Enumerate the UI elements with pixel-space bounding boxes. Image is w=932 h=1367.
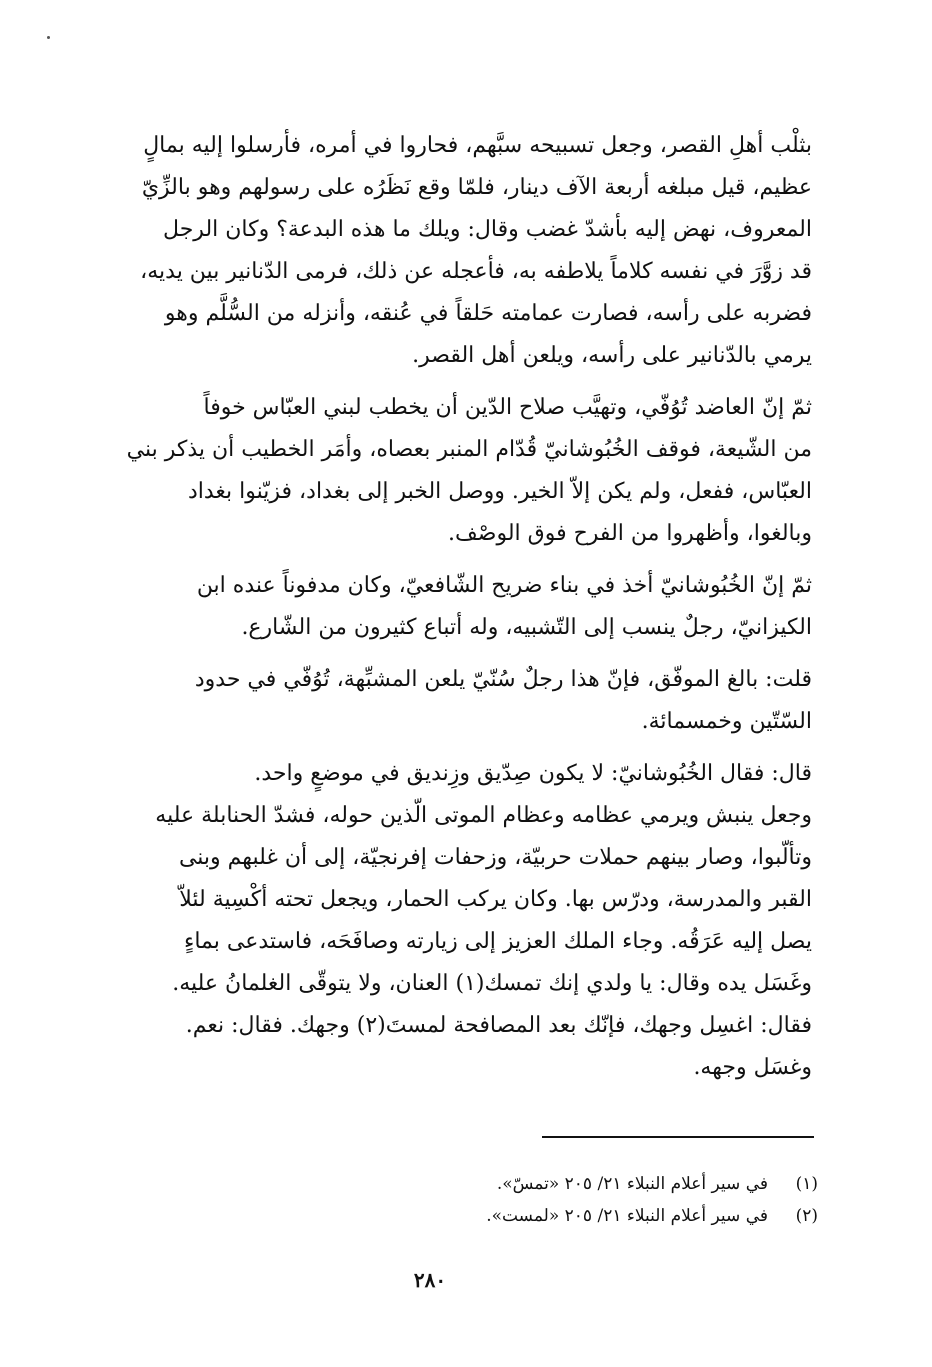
footnote-divider <box>542 1136 814 1138</box>
footnote-1 <box>300 1168 818 1200</box>
text-line: قلت: بالغ الموفّق، فإنّ هذا رجلٌ سُنّيّ يلعن المشبِّهة، تُوُفّي في حدود <box>194 667 812 692</box>
text-line: وجعل ينبش ويرمي عظامه وعظام الموتى الّذين حوله، فشدّ الحنابلة عليه <box>155 803 812 828</box>
page-number: ٢٨٠ <box>413 1268 447 1292</box>
text-line: قال: فقال الخُبُوشانيّ: لا يكون صِدّيق وزِنديق في موضعٍ واحد. <box>254 761 812 786</box>
paragraph-1 <box>100 125 812 377</box>
text-line: العبّاس، ففعل، ولم يكن إلاّ الخير. ووصل الخبر إلى بغداد، فزيّنوا بغداد <box>187 479 812 504</box>
text-line: عظيم، قيل مبلغه أربعة الآف دينار، فلمّا وقع نَظَرُه على رسولهم وهو بالزِّيّ <box>141 175 812 200</box>
footnote-number: (١) <box>795 1174 818 1194</box>
text-line: قد زوَّرَ في نفسه كلاماً يلاطفه به، فأعجله عن ذلك، فرمى الدّنانير بين يديه، <box>140 259 812 284</box>
text-line: يرمي بالدّنانير على رأسه، ويلعن أهل القصر. <box>412 343 812 368</box>
text-line: وغسَل وجهه. <box>693 1055 812 1080</box>
footnote-text: في سير أعلام النبلاء ٢١/ ٢٠٥ «تمسّ». <box>496 1174 768 1194</box>
scan-speck <box>47 36 50 39</box>
text-line: وبالغوا، وأظهروا من الفرح فوق الوصْف. <box>448 521 812 546</box>
text-line: بثلْب أهلِ القصر، وجعل تسبيحه سبَّهم، فحاروا في أمره، فأرسلوا إليه بمالٍ <box>143 133 812 158</box>
text-line: القبر والمدرسة، ودرّس بها. وكان يركب الحمار، ويجعل تحته أكْسِية لئلاّ <box>179 887 812 912</box>
text-line: يصل إليه عَرَقُه. وجاء الملك العزيز إلى زيارته وصافَحَه، فاستدعى بماءٍ <box>183 929 812 954</box>
text-line: ثمّ إنّ العاضد تُوُفّي، وتهيَّب صلاح الدّين أن يخطب لبني العبّاس خوفاً <box>203 395 812 420</box>
footnotes <box>300 1168 818 1232</box>
paragraph-5 <box>100 753 812 1089</box>
paragraph-4 <box>100 659 812 743</box>
text-line: من الشّيعة، فوقف الخُبُوشانيّ قُدّام المنبر بعصاه، وأمَر الخطيب أن يذكر بني <box>126 437 812 462</box>
text-line: فقال: اغسِل وجهك، فإنّك بعد المصافحة لمستَ(٢) وجهك. فقال: نعم. <box>185 1013 812 1038</box>
text-line: فضربه على رأسه، فصارت عمامته حَلقاً في عُنقه، وأنزله من السُّلَّم وهو <box>164 301 812 326</box>
text-line: وغَسَل يده وقال: يا ولدي إنك تمسك(١) العنان، ولا يتوقّى الغلمانُ عليه. <box>172 971 812 996</box>
text-line: ثمّ إنّ الخُبُوشانيّ أخذ في بناء ضريح الشّافعيّ، وكان مدفوناً عنده ابن <box>196 573 812 598</box>
main-text <box>100 125 812 1099</box>
footnote-number: (٢) <box>795 1206 818 1226</box>
text-line: الكيزانيّ، رجلٌ ينسب إلى التّشبيه، وله أتباع كثيرون من الشّارع. <box>241 615 812 640</box>
footnote-2 <box>300 1200 818 1232</box>
text-line: المعروف، نهض إليه بأشدّ غضب وقال: ويلك ما هذه البدعة؟ وكان الرجل <box>163 217 812 242</box>
text-line: السّتّين وخمسمائة. <box>641 709 812 734</box>
text-line: وتألّبوا، وصار بينهم حملات حربيّة، وزحفات إفرنجيّة، إلى أن غلبهم وبنى <box>178 845 812 870</box>
paragraph-3 <box>100 565 812 649</box>
footnote-text: في سير أعلام النبلاء ٢١/ ٢٠٥ «لمست». <box>486 1206 768 1226</box>
paragraph-2 <box>100 387 812 555</box>
